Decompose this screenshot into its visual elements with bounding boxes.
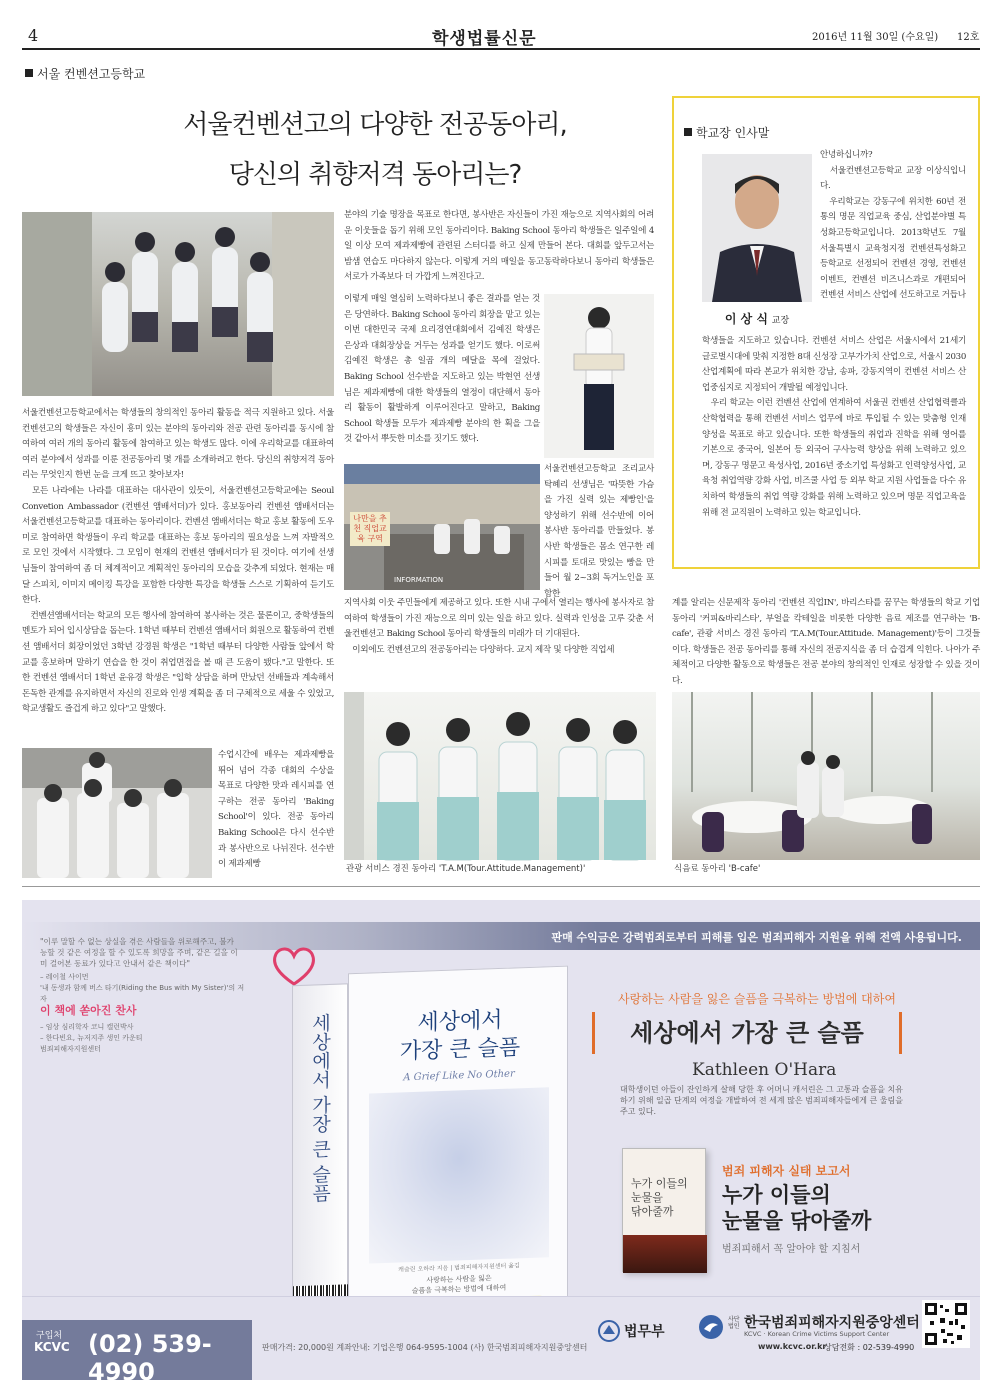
report-book-cover (622, 1148, 706, 1272)
report-cover-image (623, 1235, 707, 1273)
issue-number: 12호 (957, 32, 980, 43)
ad-quote-source: – 레이철 사이먼 '내 동생과 함께 버스 타기(Riding the Bus with My Sister)'의 저자 (40, 973, 245, 1003)
ad-praise-title: 이 책에 쏟아진 찬사 (40, 1004, 137, 1017)
cover-title: 세상에서 가장 큰 슬픔 (399, 1007, 521, 1065)
issue-date: 2016년 11월 30일 (수요일) (812, 32, 939, 43)
report-cover-title: 누가 이들의 눈물을 닦아줄까 (631, 1177, 688, 1218)
photo-kim-yejin (544, 294, 654, 458)
caption-bcafe: 식음료 동아리 'B-cafe' (674, 864, 761, 874)
principal-role: 교장 (771, 316, 790, 326)
purchase-phone: (02) 539-4990 (88, 1330, 212, 1386)
ad-author: Kathleen O'Hara (692, 1060, 837, 1080)
praise-item: 범죄피해자지원센터 (40, 1045, 101, 1053)
principal-name: 이 상 식 (724, 312, 768, 326)
kcvc-name: 한국범죄피해자지원중앙센터 (744, 1315, 920, 1331)
photo-ambassadors-stairs (22, 212, 334, 396)
article-col2-top: 분야의 기술 명장을 목표로 한다면, 봉사반은 자신들이 가진 재능으로 지역사회의 어려운 이웃들을 돕기 위해 모인 동아리이다. Baking School 동아리 학생들은 일주일에 4일 이상 모여 제과제빵에 관련된 스터디를 하고 실제 만들어 본다. 대회를 앞두고서는 밤샘 연습도 마다하지 않는다. 이렇게 거의 매일을 동고동락하다보니 동아리 학생들은 서로가 가족보다 더 가깝게 느껴진다고. (344, 210, 654, 283)
principal-photo (702, 154, 812, 302)
paper-name: 학생법률신문 (432, 29, 537, 49)
kcvc-tag: 사단법인 (728, 1316, 740, 1330)
bird-icon (698, 1314, 724, 1340)
page-number: 4 (28, 26, 39, 45)
page-header (22, 22, 980, 50)
ministry-emblem-icon (598, 1320, 620, 1342)
praise-item: – 임상 심리학자 코니 캘런박사 (40, 1023, 134, 1031)
kcvc-phone: 상담전화 : 02-539-4990 (824, 1343, 915, 1352)
article-col2-side: 서울컨벤션고등학교 조리교사 탁혜리 선생님은 '따뜻한 가슴을 가진 실력 있는 제빵인'을 양성하기 위해 선수반에 이어 봉사반 동아리를 만들었다. 봉사반 학생들은 몸소 연구한 레시피를 토대로 맛있는 빵을 만들어 월 2~3회 독거노인을 포함한 (544, 464, 654, 599)
article-col3-bottom: 계를 알리는 신문제작 동아리 '컨벤션 직업IN', 바리스타를 꿈꾸는 학생들의 학교 기업 동아리 '커피&바리스타', 부얼을 칵테일을 비롯한 다양한 음료 제조를 연구하는 'B-cafe', 관광 서비스 경진 동아리 'T.A.M(Tour.Attitude. Management)'등이 그것들 이다. 학생들은 전공 동아리를 통해 자신의 전공지식을 좀 더 습겹게 익힌다. 나아가 주체적이고 다양한 활동으로 학생들은 전공 분야의 창의적인 인재로 성장할 수 있을 것이다. (672, 598, 980, 686)
principal-side-text: 안녕하십니까? 서울컨벤션고등학교 교장 이상식입니다. 우리학교는 강동구에 위치한 60년 전통의 명문 직업교육 중심, 산업분야별 특성화고등학교입니다. 2013학년도 7월 서울특별시 교육청지정 컨벤션특성화고등학교로 선정되어 컨벤션 경영, 컨벤션 이벤트, 컨벤션 비즈니스과로 개편되어 컨벤션 서비스 산업에 선도하고로 거듭나 (820, 150, 966, 301)
purchase-box (22, 1320, 252, 1386)
page-divider (22, 886, 980, 887)
ad-description: 대학생이던 아들이 잔인하게 살해 당한 후 어머니 캐서린은 그 고통과 슬픔을 치유하기 위해 일곱 단계의 여정을 개발하여 전 세계 많은 범죄피해자들에게 큰 울림을 주고 있다. (620, 1085, 903, 1116)
ad-price-line: 판매가격: 20,000원 계좌안내: 기업은행 064-9595-1004 (사) 한국범죄피해자지원중앙센터 (262, 1343, 588, 1352)
section-label: 서울 컨벤션고등학교 (25, 65, 145, 82)
ad-top-banner: 판매 수익금은 강력범죄로부터 피해를 입은 범죄피해자 지원을 위해 전액 사용됩니다. (22, 922, 980, 950)
principal-box (672, 96, 980, 569)
kcvc-logo (698, 1310, 958, 1370)
ad-quote: "이루 말할 수 없는 상실을 겪은 사람들을 위로해주고, 불가능할 것 같은 여정을 할 수 있도록 희망을 주며, 같은 길을 이미 걸어본 동료가 있다고 안내서 같은 책이다" (40, 937, 238, 968)
book-spine-title: 세상에서 가장 큰 슬픔 (309, 1012, 331, 1203)
headline-line2: 당신의 취향저격 동아리는? (228, 160, 522, 190)
principal-box-title: 학교장 인사말 (684, 124, 769, 141)
purchase-label: 구입처 (36, 1331, 63, 1341)
article-col1: 서울컨벤션고등학교에서는 학생들의 창의적인 동아리 활동을 적극 지원하고 있다. 서울컨벤션고의 학생들은 자신이 흥미 있는 분야의 동아리와 전공 관련 동아리를 동시에 참여하여 여러 개의 동아리 활동에 참여하고 있는 학생도 많다. 이에 우리학교를 대표하여 여러 분야에서 성과를 이룬 전공동아리 몇 개를 소개하려고 한다. 당신의 취향저격 동아리는 무엇인지 한번 눈을 크게 뜨고 찾아보자! 모든 나라에는 나라를 대표하는 대사관이 있듯이, 서울컨벤션고등학교에는 Seoul Convetion Ambassador (컨벤션 앰배서더)가 있다. 홍보동아리 컨벤션 앰배서더는 서울컨벤션고등학교를 대표하는 동아리이다. 컨벤션 앰배서더는 학교 홍보 활동에 도우미로 참여하면 학생들이 우리 학교를 대표하는 홍보 동아리의 필요성을 느껴 자발적으로 모인 것에서 시작했다. 그 모임이 현재의 컨벤션 앰배서더가 된 것이다. 여기에 선생님들이 참여하여 좀 더 체계적이고 계획적인 동아리의 모습을 갖추게 되었다. 현재는 매달 스피치, 이미지 메이킹 특강을 포함한 다양한 특강을 학생들 스스로 기획하여 듣기도 한다. 컨벤션앰배서더는 학교의 모든 행사에 참여하여 봉사하는 것은 물론이고, 중학생들의 멘토가 되어 입시상담을 돕는다. 1학년 때부터 컨벤션 앰배서더 회원으로 활동하여 컨벤션 앰배서더 회장이었던 3학년 강경원 학생은 "1학년 때부터 다양한 사람들 앞에서 학교를 홍보하며 말하기 연습을 한 것이 취업면접을 볼 때 큰 도움이 됐다."고 말한다. 또한 컨벤션 앰배서더 1학년 윤유경 학생은 "입학 상담을 하며 만났던 선배들과 계속해서 돈독한 관계를 유지하면서 자신의 진로와 인생 계획을 좀 더 구체적으로 세울 수 있었고, 학교생활도 즐겁게 하고 있다"고 말했다. (22, 408, 334, 715)
ministry-name: 법무부 (624, 1324, 665, 1340)
praise-item: – 한다빈요, 뉴저지주 생인 카운티 (40, 1034, 143, 1042)
headline-line1: 서울컨벤션고의 다양한 전공동아리, (183, 110, 567, 140)
book-advertisement (22, 900, 980, 1386)
photo-bcafe (672, 692, 980, 860)
kcvc-english: KCVC · Korean Crime Victims Support Center (744, 1330, 890, 1338)
photo-tam-club (344, 692, 656, 860)
cover-people: 캐슬린 오하라 지음 | 범죄피해자지원센터 옮김 (398, 1262, 520, 1274)
cover-tagline: 사랑하는 사람을 잃은 슬픔을 극복하는 방법에 대하여 (411, 1274, 507, 1296)
photo-baking-school (22, 748, 212, 878)
headline (140, 100, 610, 200)
cover-watercolor (369, 1087, 549, 1263)
article-col2-mid: 이렇게 매일 열심히 노력하다보니 좋은 결과를 얻는 것은 당연하다. Baking School 동아리 회장을 맡고 있는 이번 대한민국 국제 요리경연대회에서 김예진 학생은 은상과 대회장상을 거두는 성과를 얻기도 했다. 이로써 김예진 학생은 총 일곱 개의 메달을 목에 걸었다. Baking School 선수반을 지도하고 있는 박현연 선생님은 제과제빵에 대한 학생들의 열정이 대단해서 동아리 활동이 활발하게 이루어진다고 말하고, Baking School 학생들 모두가 제과제빵 분야의 한 획을 그을 것 같아서 뿌듯한 미소를 짓기도 했다. (344, 294, 540, 445)
booth-sign: 나만을 추천 직업교육 구역 (350, 512, 390, 546)
ad-praise-list (40, 1022, 190, 1055)
article-col1-tail: 수업시간에 배우는 제과제빵을 뛰어 넘어 각종 대회의 수상을 목표로 다양한 맛과 레시피를 연구하는 전공 동아리 'Baking School'이 있다. 전공 동아리 Baking School은 다시 선수반과 봉사반으로 나뉘진다. 선수반이 제과제빵 (218, 750, 334, 870)
qr-code-icon (922, 1300, 970, 1348)
photo-baking-booth (344, 464, 540, 590)
ministry-logo (598, 1316, 678, 1346)
principal-body-text: 학생들을 지도하고 있습니다. 컨벤션 서비스 산업은 서울시에서 21세기 글로벌시대에 맞춰 지정한 8대 신성장 고부가가치 산업으로, 서울시 2030 산업계획에 따라 본교가 위치한 강남, 송파, 강동지역이 컨벤션 서비스 산업중심지로 지정되어 개발될 예정입니다. 우리 학교는 이런 컨벤션 산업에 연계하여 서울권 컨벤션 산업협력클과 산학협력을 통해 컨벤션 서비스 업무에 바로 투입될 수 있는 맞춤형 인재양성을 목표로 하고 있습니다. 또한 학생들의 취업과 진학을 위해 영어를 기본으로 중국어, 일본어 등 외국어 구사능력 향상을 위해 노력하고 있으며, 강동구 명문고 육성사업, 2016년 중소기업 특성화고 인력양성사업, 교육청 취업역량 강화 사업, 비즈쿨 사업 등 외부 학교 지원 사업들을 다수 유치하여 학생들의 취업 역량 강화를 위해 노력하고 있으며 명문 직업고육을 위해 전 교직원이 노력하고 있는 학교입니다. (702, 336, 966, 518)
report-subtitle: 범죄피해서 꼭 알아야 할 지침서 (722, 1244, 861, 1255)
purchase-org: KCVC (34, 1340, 70, 1354)
booth-banner: INFORMATION (394, 576, 444, 584)
caption-tam: 관광 서비스 경진 동아리 'T.A.M(Tour.Attitude.Management)' (346, 864, 586, 874)
report-title: 누가 이들의 눈물을 닦아줄까 (722, 1183, 872, 1233)
cover-subtitle: A Grief Like No Other (403, 1068, 515, 1084)
article-col2-bottom: 지역사회 이웃 주민들에게 제공하고 있다. 또한 시내 구에서 열리는 행사에 봉사자로 참여하여 학생들이 가진 재능으로 의미 있는 일을 하고 있다. 실력과 인성을 고루 갖춘 서울컨벤션고 Baking School 동아리 학생들의 미래가 더 기대된다. 이외에도 컨벤션고의 전공동아리는 다양하다. 교지 제작 및 다양한 직업세 (344, 598, 654, 655)
principal-name-label (702, 310, 812, 327)
kcvc-url: www.kcvc.or.kr (758, 1342, 827, 1351)
report-label: 범죄 피해자 실태 보고서 (722, 1164, 851, 1178)
ad-subtitle: 사랑하는 사람을 잃은 슬픔을 극복하는 방법에 대하여 (618, 992, 896, 1006)
ad-main-title: 세상에서 가장 큰 슬픔 (592, 1012, 902, 1054)
